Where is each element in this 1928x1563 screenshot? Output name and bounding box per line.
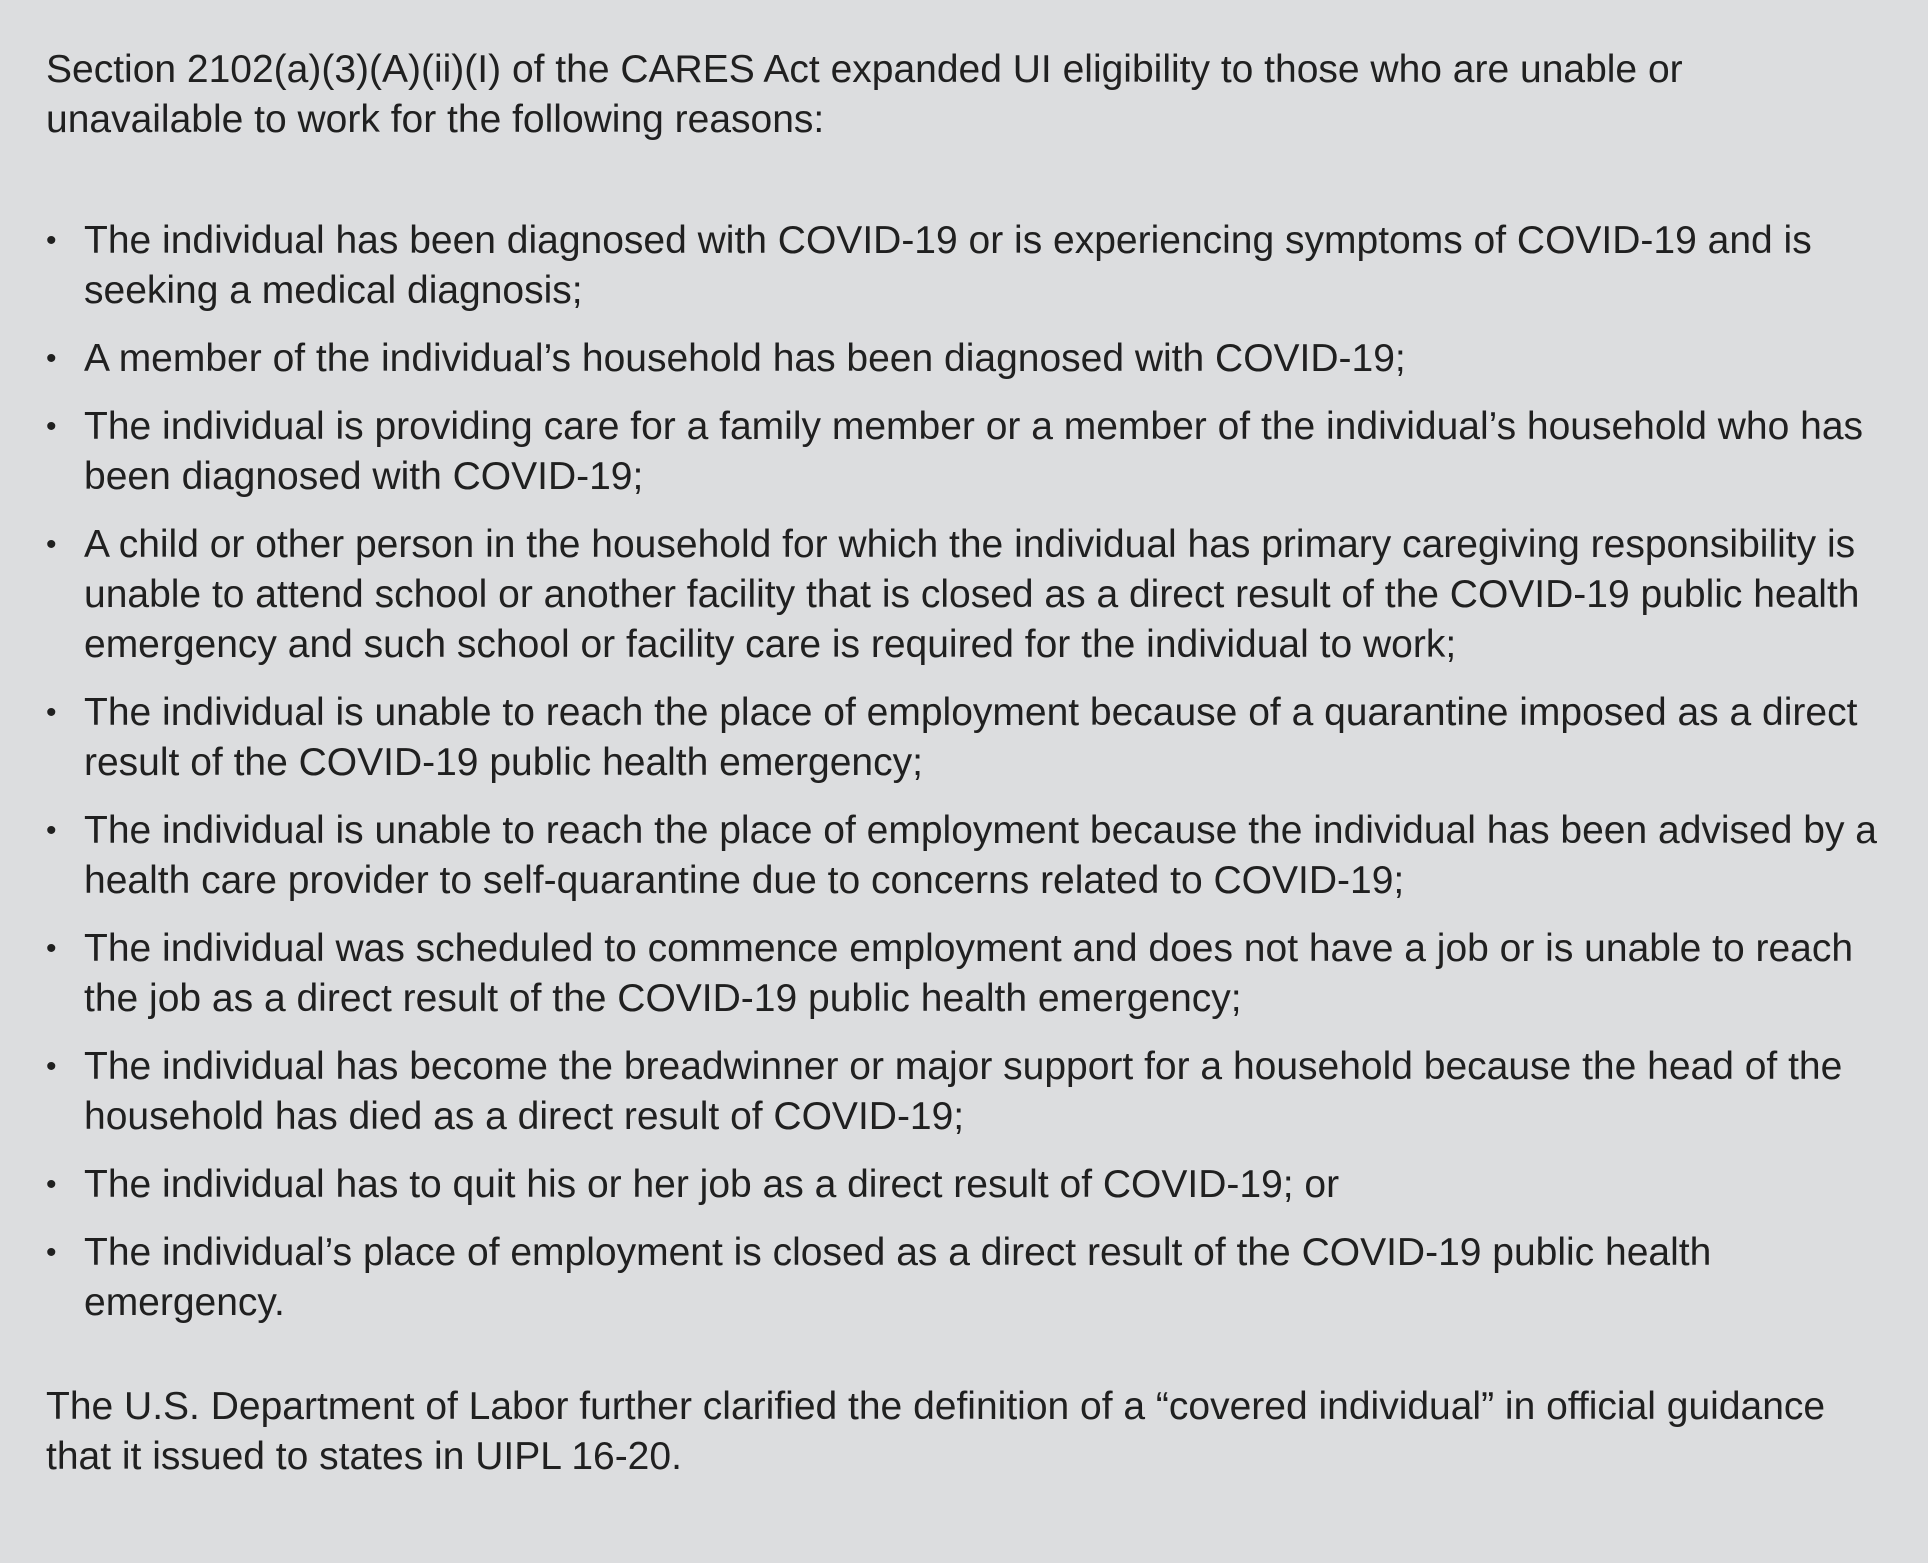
closing-paragraph: The U.S. Department of Labor further clarified the definition of a “covered individual” in official guidance that it issued to states in UIPL 16-20.: [46, 1385, 1826, 1478]
bullet-icon: •: [46, 342, 57, 375]
list-item-text: The individual has to quit his or her job as a direct result of COVID-19; or: [84, 1163, 1340, 1206]
list-item: [46, 334, 1882, 384]
eligibility-reasons-list: [46, 216, 1882, 1328]
list-item: [46, 1042, 1882, 1142]
list-item-text: The individual is unable to reach the place of employment because the individual has been advised by a health care provider to self-quarantine due to concerns related to COVID-19;: [84, 809, 1877, 902]
bullet-icon: •: [46, 1168, 57, 1201]
bullet-icon: •: [46, 932, 57, 965]
list-item: [46, 688, 1882, 788]
list-item-text: The individual is unable to reach the place of employment because of a quarantine imposed as a direct result of the COVID-19 public health emergency;: [84, 691, 1858, 784]
list-item-text: The individual was scheduled to commence employment and does not have a job or is unable to reach the job as a direct result of the COVID-19 public health emergency;: [84, 927, 1854, 1020]
list-item: [46, 924, 1882, 1024]
bullet-icon: •: [46, 528, 57, 561]
bullet-icon: •: [46, 696, 57, 729]
list-item-text: The individual is providing care for a family member or a member of the individual’s household who has been diagnosed with COVID-19;: [84, 405, 1864, 498]
bullet-icon: •: [46, 224, 57, 257]
intro-paragraph: Section 2102(a)(3)(A)(ii)(I) of the CARES Act expanded UI eligibility to those who are unable or unavailable to work for the following reasons:: [46, 48, 1683, 141]
list-item: [46, 1228, 1882, 1328]
list-item: [46, 402, 1882, 502]
list-item: [46, 520, 1882, 670]
bullet-icon: •: [46, 814, 57, 847]
list-item-text: A child or other person in the household for which the individual has primary caregiving responsibility is unable to attend school or another facility that is closed as a direct result of the COVID-19 public health emergency and such school or facility care is required for the individual to work;: [84, 523, 1860, 666]
list-item: [46, 806, 1882, 906]
bullet-icon: •: [46, 410, 57, 443]
bullet-icon: •: [46, 1050, 57, 1083]
list-item-text: The individual’s place of employment is closed as a direct result of the COVID-19 public health emergency.: [84, 1231, 1712, 1324]
list-item-text: The individual has been diagnosed with COVID-19 or is experiencing symptoms of COVID-19 and is seeking a medical diagnosis;: [84, 219, 1812, 312]
list-item: [46, 1160, 1882, 1210]
list-item-text: A member of the individual’s household has been diagnosed with COVID-19;: [84, 337, 1406, 380]
bullet-icon: •: [46, 1236, 57, 1269]
list-item-text: The individual has become the breadwinner or major support for a household because the head of the household has died as a direct result of COVID-19;: [84, 1045, 1843, 1138]
list-item: [46, 216, 1882, 316]
